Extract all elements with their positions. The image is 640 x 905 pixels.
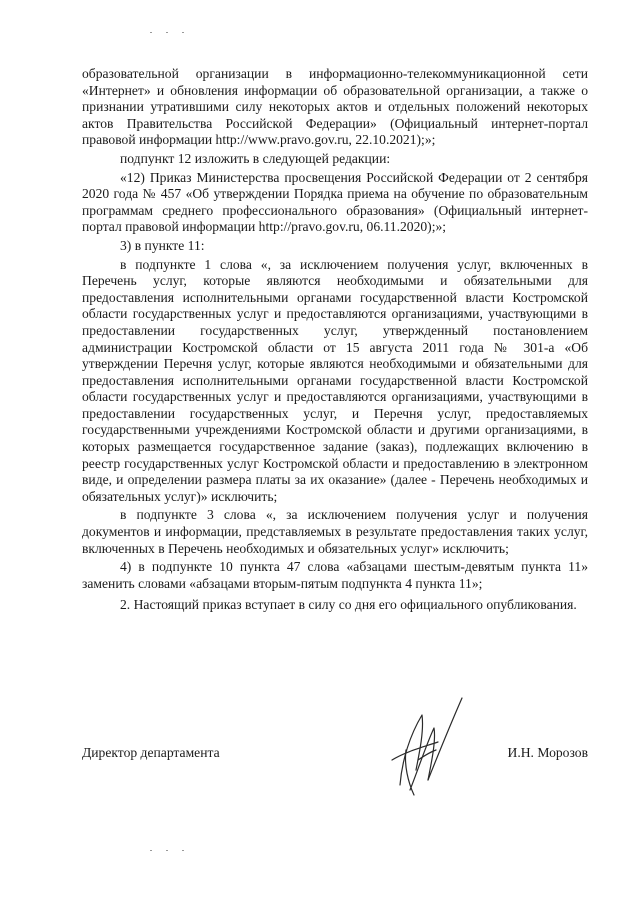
document-body <box>82 66 588 616</box>
paragraph-7: 4) в подпункте 10 пункта 47 слова «абзацами шестым-девятым пункта 11» заменить словами «абзацами вторым-пятым подпункта 4 пункта 11»; <box>82 559 588 591</box>
paragraph-5: в подпункте 1 слова «, за исключением получения услуг, включенных в Перечень услуг, которые являются необходимыми и обязательными для предоставления исполнительными органами государственной власти Костромской области государственных услуг и предоставляются организациями, участвующими в предоставлении государственных услуг, утвержденный постановлением администрации Костромской области от 15 августа 2011 года № 301-а «Об утверждении Перечня услуг, которые являются необходимыми и обязательными для предоставления исполнительными органами государственной власти Костромской области государственных услуг и предоставляются организациями, участвующими в предоставлении государственных услуг, и Перечня услуг, предоставляемых государственными учреждениями Костромской области и другими организациями, в которых размещается государственное задание (заказ), подлежащих включению в реестр государственных услуг Костромской области и предоставлению в электронном виде, и определении размера платы за их оказание» (далее - Перечень необходимых и обязательных услуг)» исключить; <box>82 256 588 504</box>
scan-marks-top <box>150 20 230 24</box>
paragraph-6: в подпункте 3 слова «, за исключением получения услуг и получения документов и информации, представляемых в результате предоставления таких услуг, включенных в Перечень необходимых и обязательных услуг» исключить; <box>82 507 588 556</box>
signature-role: Директор департамента <box>82 745 220 760</box>
paragraph-3: «12) Приказ Министерства просвещения Российской Федерации от 2 сентября 2020 года № 457 «Об утверждении Порядка приема на обучение по образовательным программам среднего профессионального образования» (Официальный интернет-портал правовой информации http://pravo.gov.ru, 06.11.2020);»; <box>82 169 588 235</box>
paragraph-2: подпункт 12 изложить в следующей редакции: <box>120 150 391 166</box>
signature-name: И.Н. Морозов <box>507 745 588 760</box>
paragraph-4: 3) в пункте 11: <box>120 237 205 253</box>
signature-block <box>82 745 588 775</box>
paragraph-1: образовательной организации в информационно-телекоммуникационной сети «Интернет» и обновления информации об образовательной организации, а также о признании утратившими силу некоторых актов и отдельных положений некоторых актов Правительства Российской Федерации» (Официальный интернет-портал правовой информации http://www.pravo.gov.ru, 22.10.2021);»; <box>82 66 588 148</box>
scan-marks-bottom <box>150 838 230 842</box>
paragraph-8: 2. Настоящий приказ вступает в силу со дня его официального опубликования. <box>120 597 577 613</box>
